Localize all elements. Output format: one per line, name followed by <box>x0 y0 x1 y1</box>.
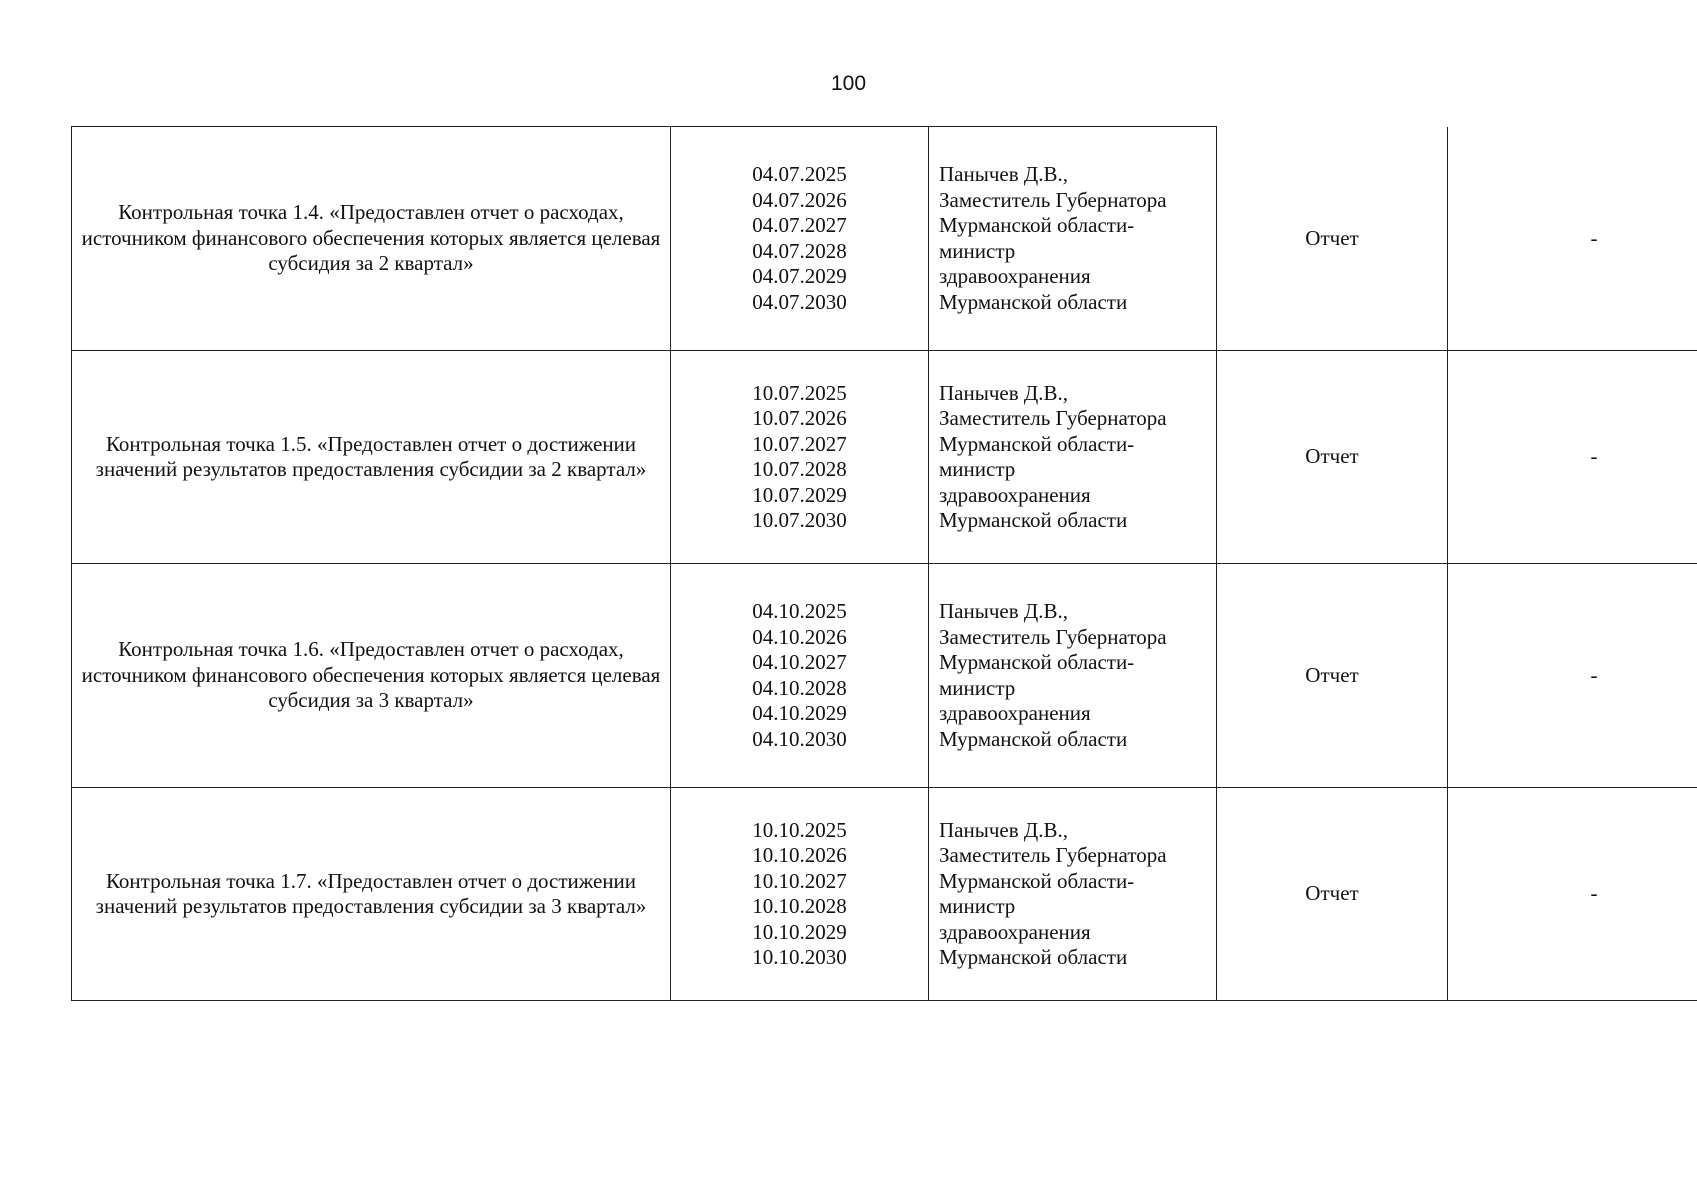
note-cell <box>1448 564 1697 788</box>
responsible-person <box>929 351 1217 564</box>
date-value: 04.10.2026 <box>752 624 847 649</box>
control-point-name-text: Контрольная точка 1.7. «Предоставлен отчет о достижении значений результатов предоставления субсидии за 3 квартал» <box>95 868 647 918</box>
date-value: 10.10.2025 <box>752 817 847 842</box>
note-text: - <box>1590 225 1598 250</box>
responsible-line: здравоохранения <box>939 919 1091 944</box>
responsible-line: Мурманской области- <box>939 650 1135 674</box>
responsible-line: Мурманской области- <box>939 431 1135 456</box>
responsible-line: Панычев Д.В., <box>939 817 1068 842</box>
responsible-person <box>929 127 1217 351</box>
control-point-name <box>72 351 671 564</box>
document-type <box>1217 788 1448 1001</box>
date-value: 04.07.2029 <box>752 264 847 288</box>
date-value: 10.07.2030 <box>752 508 847 532</box>
date-value: 04.07.2030 <box>752 289 847 314</box>
document-type-text: Отчет <box>1305 881 1359 906</box>
responsible-line: министр <box>939 238 1016 263</box>
document-type-text: Отчет <box>1305 662 1359 687</box>
date-value: 10.10.2027 <box>752 868 847 893</box>
responsible-line: Заместитель Губернатора <box>939 187 1167 212</box>
control-point-name <box>72 564 671 788</box>
date-value: 04.07.2025 <box>752 162 847 186</box>
responsible-line: Панычев Д.В., <box>939 599 1068 623</box>
responsible-line: Панычев Д.В., <box>939 162 1068 186</box>
note-cell <box>1448 127 1697 351</box>
responsible-person <box>929 564 1217 788</box>
responsible-line: здравоохранения <box>939 264 1091 288</box>
document-type <box>1217 127 1448 351</box>
table-row <box>72 127 1697 351</box>
date-value: 10.07.2029 <box>752 482 847 507</box>
date-value: 04.10.2027 <box>752 650 847 674</box>
date-value: 04.10.2025 <box>752 599 847 623</box>
control-point-dates <box>671 564 929 788</box>
date-value: 10.10.2026 <box>752 843 847 867</box>
date-value: 04.10.2029 <box>752 701 847 725</box>
responsible-line: Мурманской области <box>939 289 1128 314</box>
table-row <box>72 564 1697 788</box>
responsible-line: Мурманской области <box>939 508 1128 532</box>
document-type-text: Отчет <box>1305 225 1359 250</box>
responsible-line: Панычев Д.В., <box>939 380 1068 405</box>
date-value: 04.10.2028 <box>752 675 847 700</box>
control-point-name <box>72 788 671 1001</box>
responsible-line: министр <box>939 675 1016 700</box>
note-cell <box>1448 788 1697 1001</box>
date-value: 04.07.2028 <box>752 238 847 263</box>
control-point-name-text: Контрольная точка 1.5. «Предоставлен отчет о достижении значений результатов предоставления субсидии за 2 квартал» <box>95 431 647 481</box>
document-type-text: Отчет <box>1305 444 1359 469</box>
responsible-line: Заместитель Губернатора <box>939 624 1167 649</box>
date-value: 04.07.2027 <box>752 213 847 237</box>
note-text: - <box>1590 881 1598 906</box>
date-value: 10.07.2025 <box>752 380 847 405</box>
document-type <box>1217 564 1448 788</box>
date-value: 04.07.2026 <box>752 187 847 212</box>
control-points-table <box>71 126 1697 1001</box>
date-value: 10.10.2029 <box>752 919 847 944</box>
responsible-line: министр <box>939 894 1016 918</box>
note-cell <box>1448 351 1697 564</box>
control-point-dates <box>671 788 929 1001</box>
date-value: 10.10.2028 <box>752 894 847 918</box>
table-row <box>72 788 1697 1001</box>
responsible-line: Заместитель Губернатора <box>939 406 1167 430</box>
control-point-name-text: Контрольная точка 1.4. «Предоставлен отчет о расходах, источником финансового обеспечения которых является целевая субсидия за 2 квартал» <box>81 200 661 276</box>
date-value: 10.10.2030 <box>752 945 847 969</box>
control-point-name <box>72 127 671 351</box>
control-point-dates <box>671 127 929 351</box>
responsible-line: Мурманской области- <box>939 868 1135 893</box>
responsible-line: министр <box>939 457 1016 481</box>
responsible-line: Заместитель Губернатора <box>939 843 1167 867</box>
page-number: 100 <box>830 72 867 95</box>
responsible-line: здравоохранения <box>939 701 1091 725</box>
control-point-dates <box>671 351 929 564</box>
date-value: 10.07.2026 <box>752 406 847 430</box>
responsible-person <box>929 788 1217 1001</box>
note-text: - <box>1590 444 1598 469</box>
responsible-line: здравоохранения <box>939 482 1091 507</box>
responsible-line: Мурманской области <box>939 726 1128 751</box>
date-value: 10.07.2028 <box>752 457 847 481</box>
date-value: 04.10.2030 <box>752 726 847 751</box>
note-text: - <box>1590 662 1598 687</box>
date-value: 10.07.2027 <box>752 431 847 456</box>
table-row <box>72 351 1697 564</box>
control-point-name-text: Контрольная точка 1.6. «Предоставлен отчет о расходах, источником финансового обеспечения которых является целевая субсидия за 3 квартал» <box>81 637 661 713</box>
document-type <box>1217 351 1448 564</box>
responsible-line: Мурманской области- <box>939 213 1135 237</box>
responsible-line: Мурманской области <box>939 945 1128 969</box>
